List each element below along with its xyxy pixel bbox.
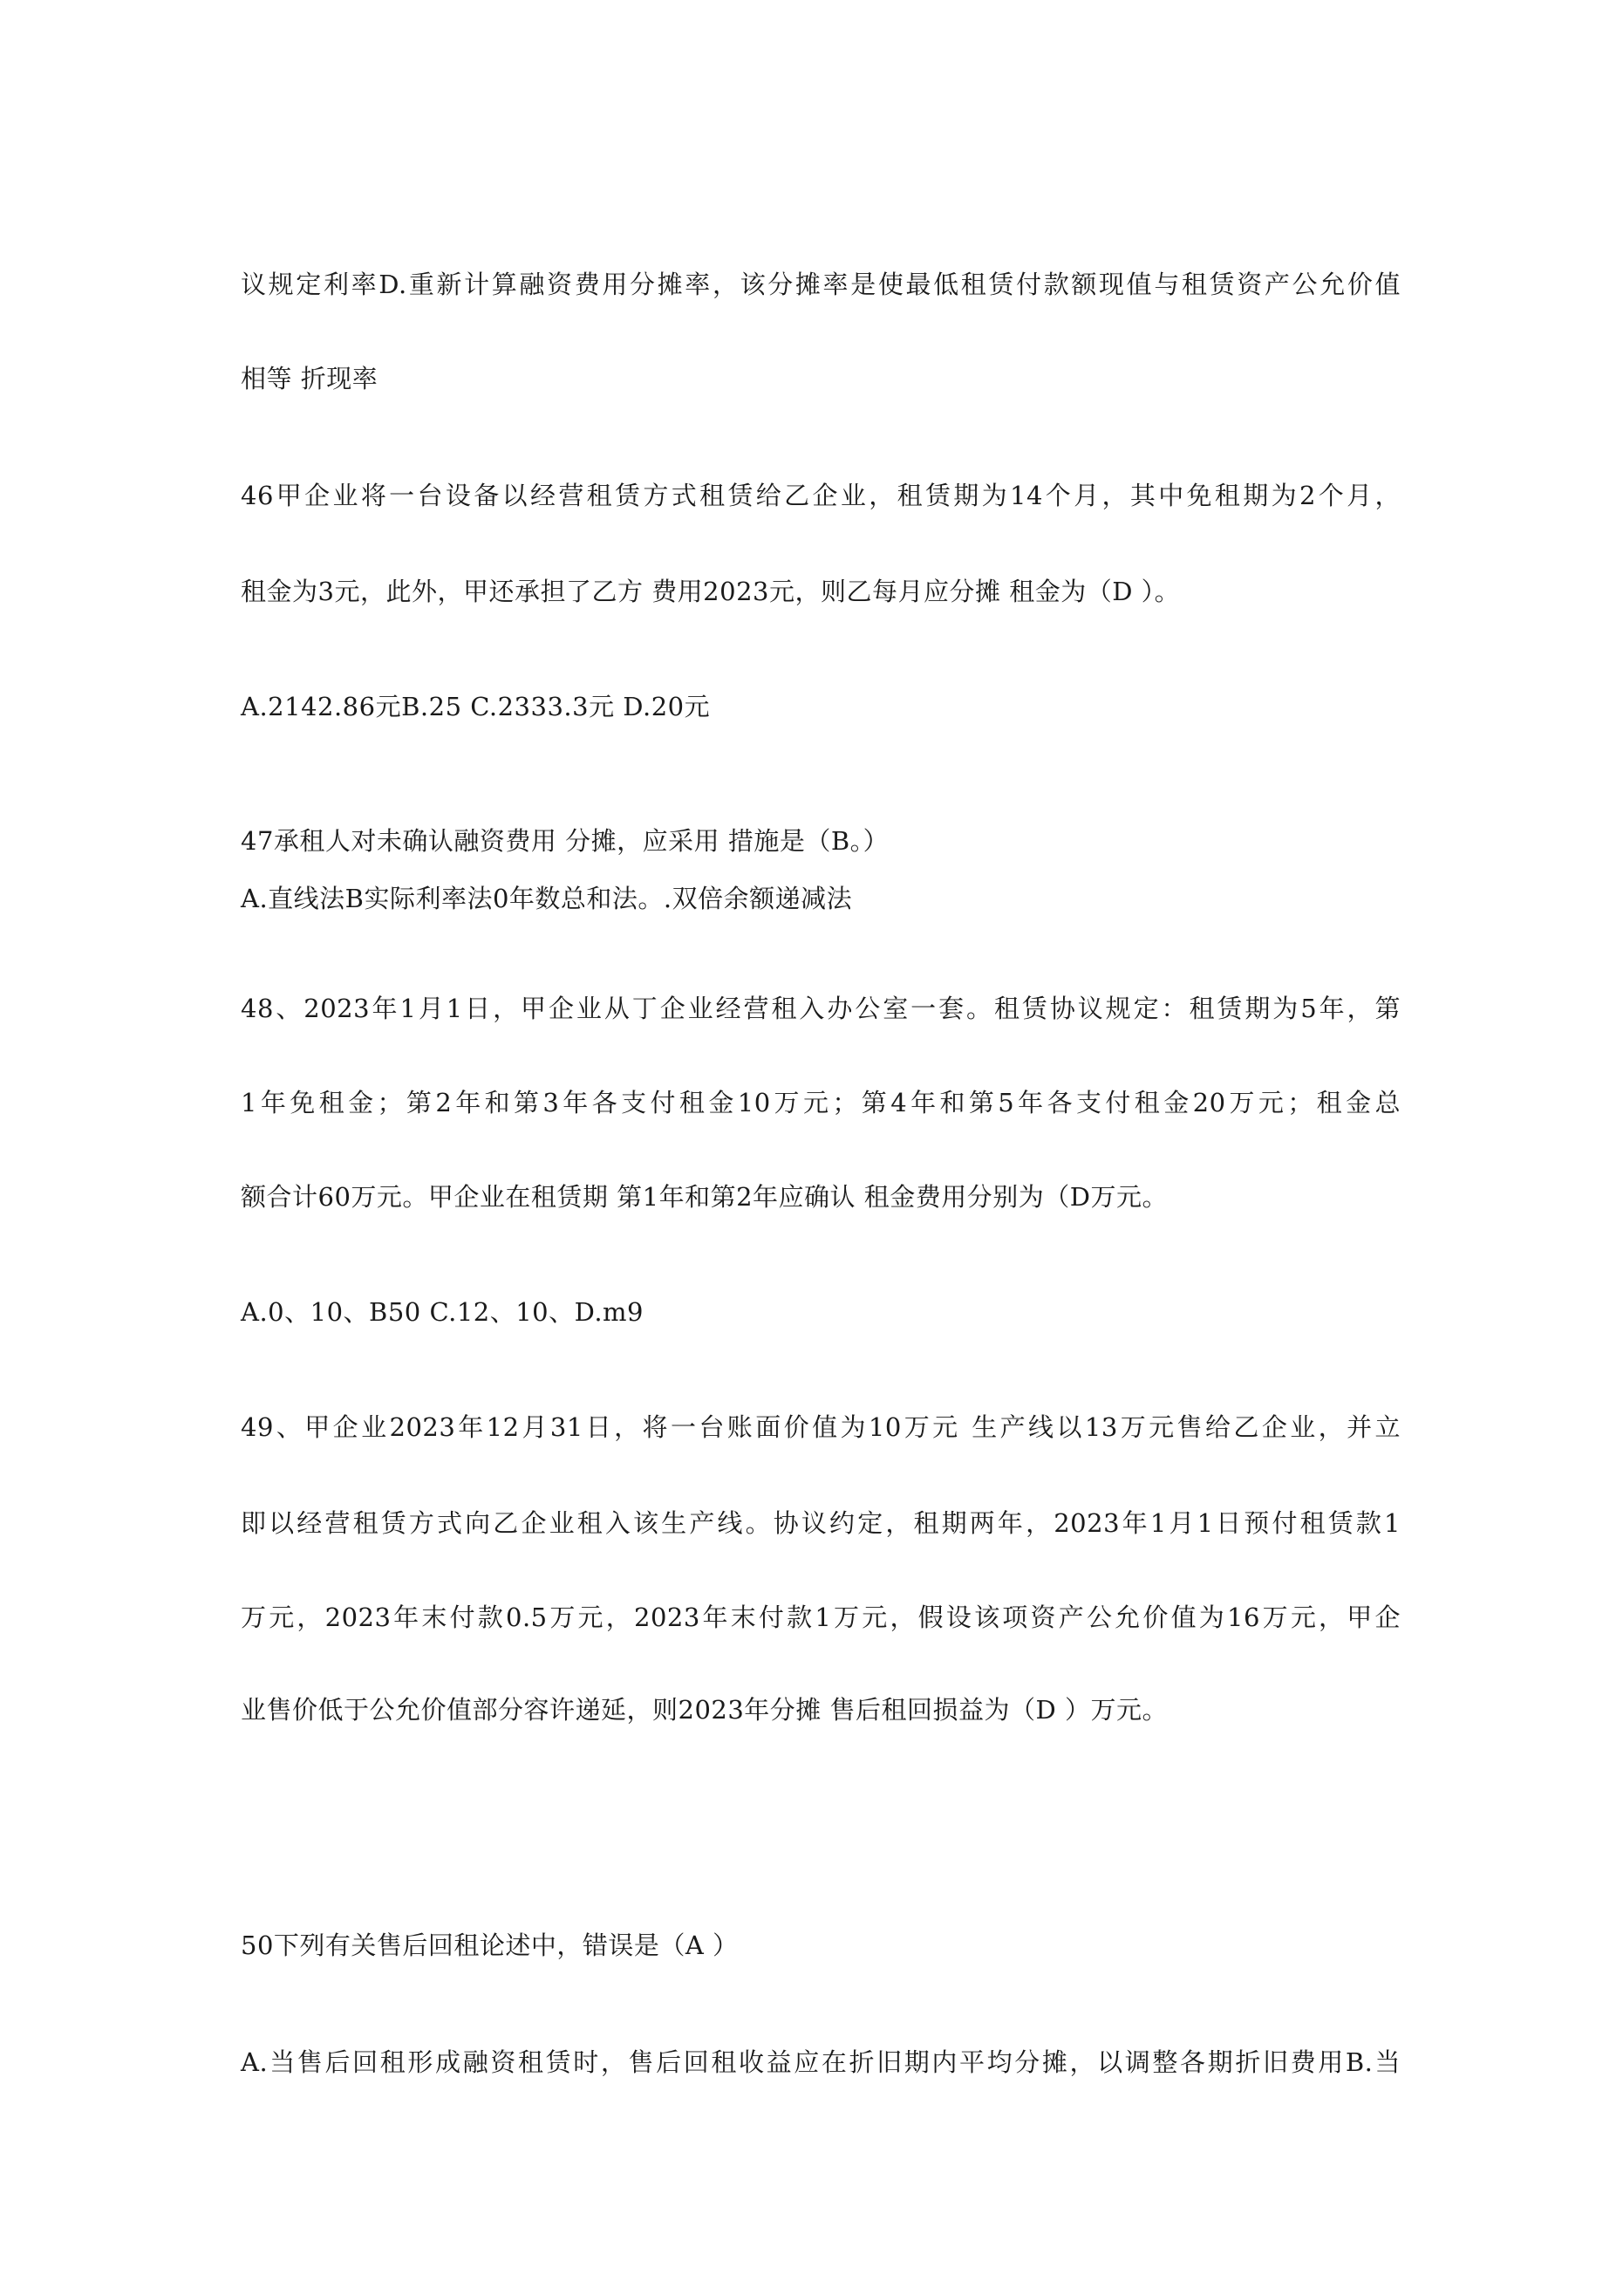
text-line-6: 47承租人对未确认融资费用 分摊，应采用 措施是（B。） — [241, 826, 890, 856]
text-line-3: 46甲企业将一台设备以经营租赁方式租赁给乙企业，租赁期为14个月，其中免租期为2个月， — [241, 481, 1401, 510]
text-line-9: 1年免租金；第2年和第3年各支付租金10万元；第4年和第5年各支付租金20万元；租金总 — [241, 1088, 1401, 1117]
text-line-5: A.2142.86元B.25 C.2333.3元 D.20元 — [241, 692, 711, 721]
text-line-15: 业售价低于公允价值部分容许递延，则2023年分摊 售后租回损益为（D ）万元。 — [241, 1695, 1168, 1725]
text-line-1: 议规定利率D.重新计算融资费用分摊率，该分摊率是使最低租赁付款额现值与租赁资产公允价值 — [241, 270, 1401, 299]
text-line-4: 租金为3元，此外，甲还承担了乙方 费用2023元，则乙每月应分摊 租金为（D ）。 — [241, 577, 1181, 606]
text-line-7: A.直线法B实际利率法0年数总和法。.双倍余额递减法 — [241, 884, 853, 913]
text-line-17: A.当售后回租形成融资租赁时，售后回租收益应在折旧期内平均分摊，以调整各期折旧费用B.当 — [241, 2047, 1401, 2077]
text-line-16: 50下列有关售后回租论述中，错误是（A ） — [241, 1930, 739, 1960]
text-line-10: 额合计60万元。甲企业在租赁期 第1年和第2年应确认 租金费用分别为（D万元。 — [241, 1182, 1168, 1212]
text-line-14: 万元，2023年末付款0.5万元，2023年末付款1万元，假设该项资产公允价值为16万元，甲企 — [241, 1602, 1401, 1632]
text-line-12: 49、甲企业2023年12月31日，将一台账面价值为10万元 生产线以13万元售给乙企业，并立 — [241, 1412, 1401, 1442]
text-line-13: 即以经营租赁方式向乙企业租入该生产线。协议约定，租期两年，2023年1月1日预付租赁款1 — [241, 1508, 1401, 1538]
text-line-8: 48、2023年1月1日，甲企业从丁企业经营租入办公室一套。租赁协议规定：租赁期为5年，第 — [241, 994, 1401, 1023]
text-line-11: A.0、10、B50 C.12、10、D.m9 — [241, 1297, 644, 1327]
text-line-2: 相等 折现率 — [241, 364, 378, 393]
